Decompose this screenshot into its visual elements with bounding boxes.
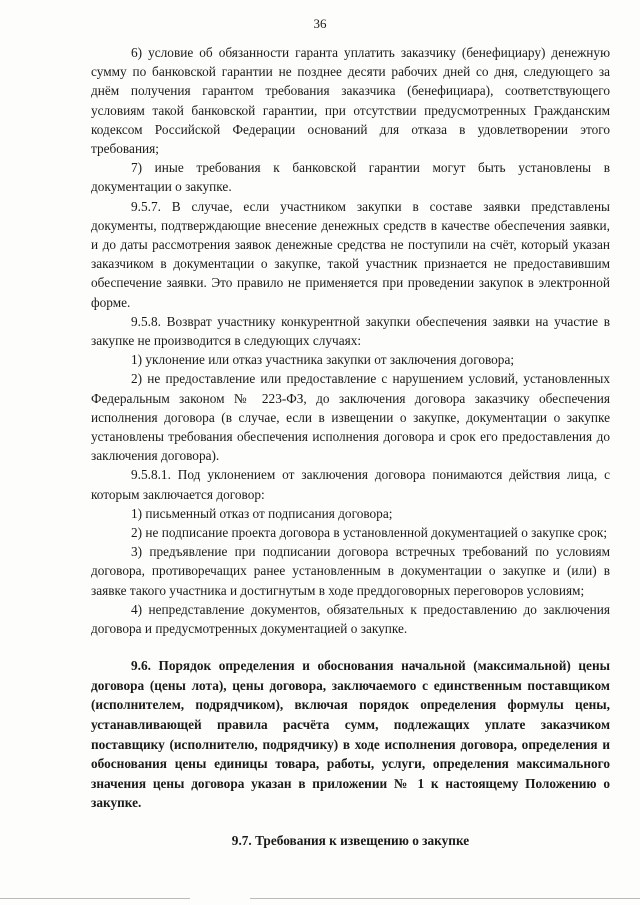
paragraph-9-5-8-1: 9.5.8.1. Под уклонением от заключения договора понимаются действия лица, с которым заключается договор: [91,467,610,502]
paragraph-9-5-8-1-item-1: 1) письменный отказ от подписания договора; [131,505,393,521]
paragraph-9-5-7: 9.5.7. В случае, если участником закупки в составе заявки представлены документы, подтверждающие внесение денежных средств в качестве обеспечения заявки, и до даты рассмотрения заявок денежные средства не поступили на счёт, который указан заказчиком в документации о закупке, такой участник признается не предоставившим обеспечение заявки. Это правило не применяется при проведении закупок в электронной форме. [91,198,610,310]
paragraph-9-5-8-1-item-4: 4) непредставление документов, обязательных к предоставлению до заключения договора и предусмотренных документацией о закупке. [91,601,610,637]
paragraph-9-5-8-1-item-3: 3) предъявление при подписании договора встречных требований по условиям договора, противоречащих ранее установленным в документации о закупке и (или) в заявке такого участника и достигнутым в ходе преддоговорных переговоров условиям; [91,544,610,598]
section-9-7-heading: 9.7. Требования к извещению о закупке [231,833,470,849]
document-body [91,43,610,850]
paragraph-guarantee-term-7: 7) иные требования к банковской гарантии могут быть установлены в документации о закупке. [91,160,610,195]
paragraph-9-5-8-item-1: 1) уклонение или отказ участника закупки от заключения договора; [131,352,515,368]
page-number: 36 [313,16,327,31]
paragraph-9-5-8: 9.5.8. Возврат участнику конкурентной закупки обеспечения заявки на участие в закупке не производится в следующих случаях: [91,313,610,349]
paragraph-9-5-8-1-item-2: 2) не подписание проекта договора в установленной документацией о закупке срок; [131,525,608,541]
section-9-6-heading: 9.6. Порядок определения и обоснования начальной (максимальной) цены договора (цены лота), цены договора, заключаемого с единственным поставщиком (исполнителем, подрядчиком), включая порядок определения формулы цены, устанавливающей правила расчёта сумм, подлежащих уплате заказчиком поставщику (исполнителю, подрядчику) в ходе исполнения договора, определения и обоснования цены единицы товара, работы, услуги, определения максимального значения цены договора указан в приложении № 1 к настоящему Положению о закупке. [91,658,610,811]
scan-edge-line-right [250,898,640,899]
paragraph-9-5-8-item-2: 2) не предоставление или предоставление с нарушением условий, установленных Федеральным законом № 223-ФЗ, до заключения договора заказчику обеспечения исполнения договора (в случае, если в извещении о закупке, документации о закупке установлены требования обеспечения исполнения договора и срок его предоставления до заключения договора). [91,371,610,464]
scan-edge-line-left [0,898,190,899]
paragraph-guarantee-term-6: 6) условие об обязанности гаранта уплатить заказчику (бенефициару) денежную сумму по банковской гарантии не позднее десяти рабочих дней со дня, следующего за днём получения гарантом требования заказчика (бенефициара), соответствующего условиям такой банковской гарантии, при отсутствии предусмотренных Гражданским кодексом Российской Федерации оснований для отказа в удовлетворении этого требования; [91,45,610,157]
